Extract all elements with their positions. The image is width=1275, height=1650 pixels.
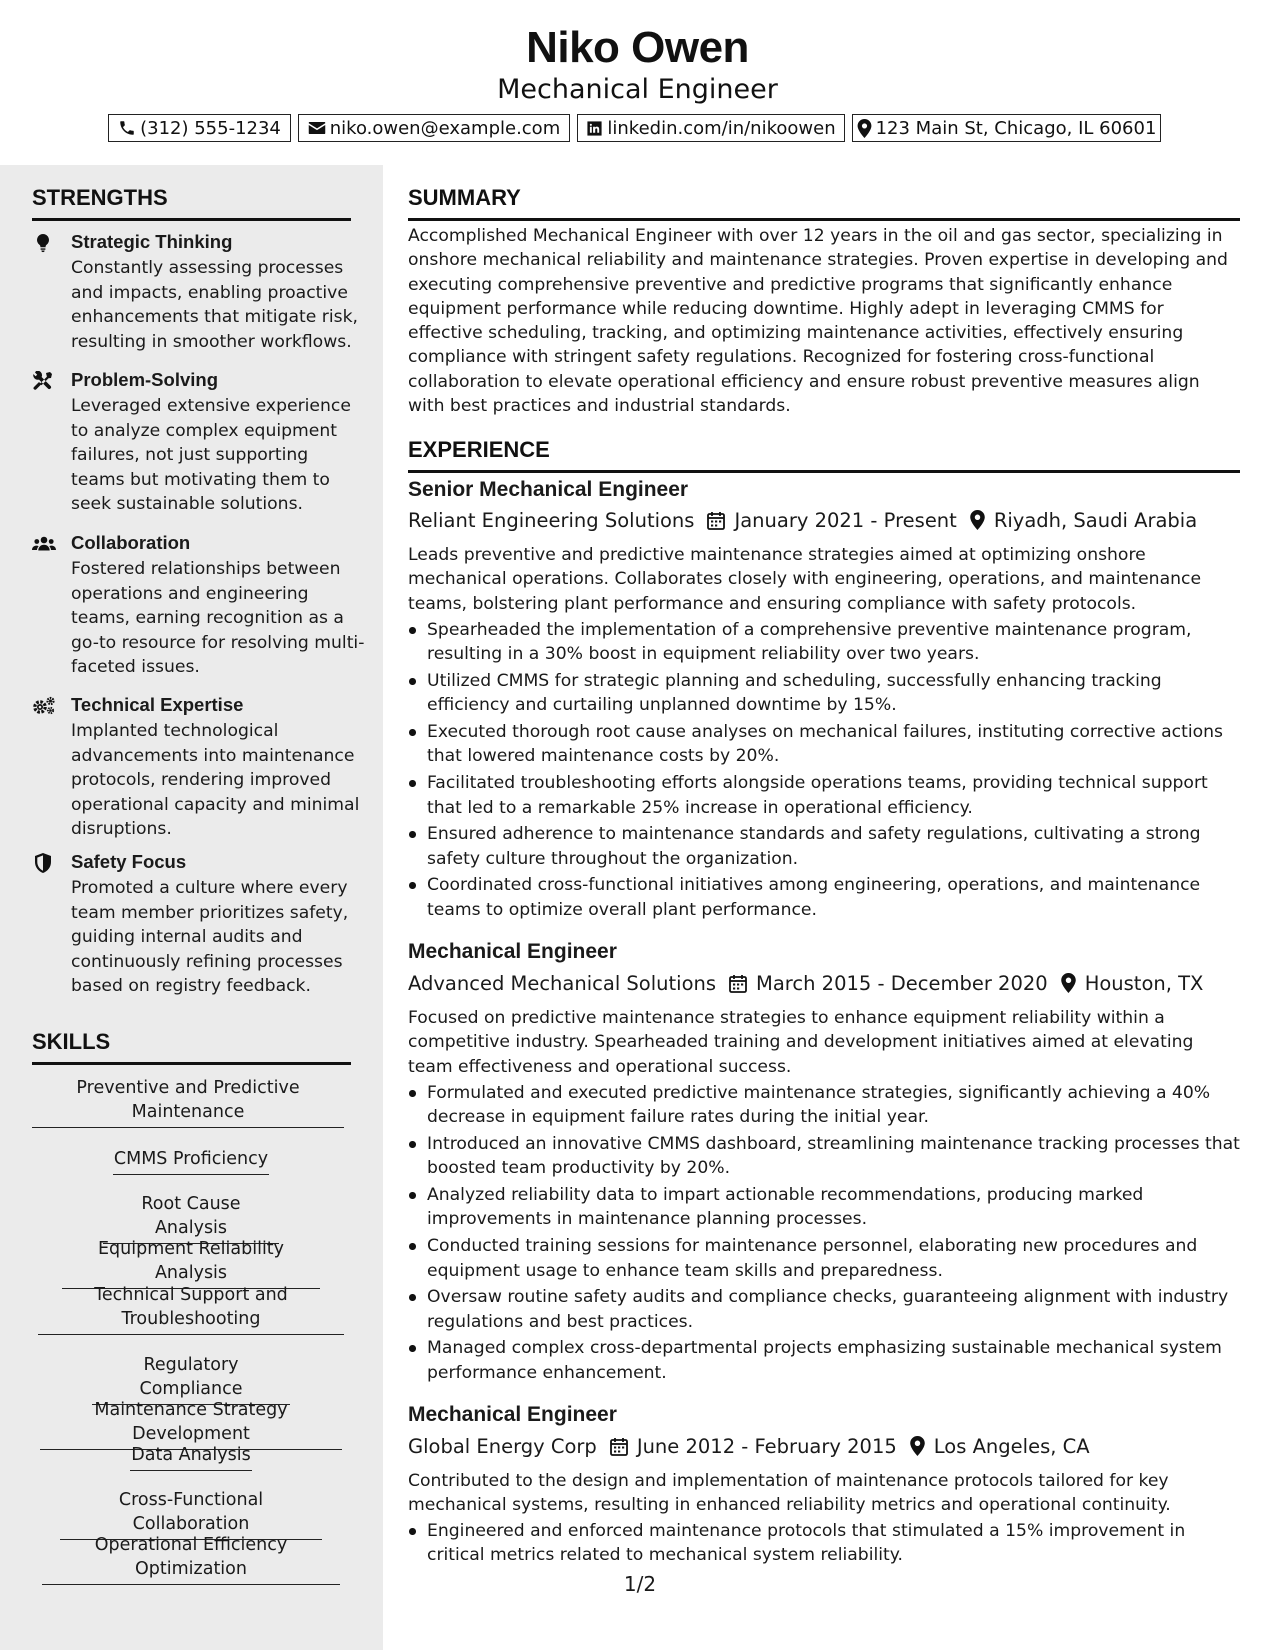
job-bullet: Engineered and enforced maintenance protocols that stimulated a 15% improvement in critical metrics related to mechanical system reliability. bbox=[408, 1519, 1240, 1568]
shield-icon bbox=[32, 853, 54, 873]
location-pin-icon bbox=[970, 510, 985, 530]
job-company: Advanced Mechanical Solutions bbox=[408, 971, 717, 995]
skill-item: Data Analysis bbox=[130, 1443, 252, 1471]
job-bullet: Analyzed reliability data to impart actionable recommendations, producing marked improvements in maintenance planning processes. bbox=[408, 1183, 1240, 1232]
skills-title: SKILLS bbox=[32, 1029, 111, 1054]
strengths-title: STRENGTHS bbox=[32, 185, 168, 210]
strength-description: Fostered relationships between operations and engineering teams, earning recognition as a go-to resource for resolving multi-faceted issues. bbox=[71, 559, 365, 677]
job-bullet: Ensured adherence to maintenance standards and safety regulations, cultivating a strong safety culture throughout the organization. bbox=[408, 822, 1240, 871]
job-bullet: Managed complex cross-departmental projects emphasizing sustainable mechanical system performance enhancement. bbox=[408, 1336, 1240, 1385]
strength-title: Collaboration bbox=[71, 532, 191, 553]
users-icon bbox=[32, 534, 56, 554]
summary-text: Accomplished Mechanical Engineer with over 12 years in the oil and gas sector, specializing in onshore mechanical reliability and maintenance strategies. Proven expertise in developing and executing comprehensive preventive and predictive programs that significantly enhance equipment performance while reducing downtime. Highly adept in leveraging CMMS for effective scheduling, tracking, and optimizing maintenance activities, effectively ensuring compliance with stringent safety regulations. Recognized for fostering cross-functional collaboration to elevate operational efficiency and ensure robust preventive measures align with best practices and industrial standards. bbox=[408, 226, 1228, 417]
skill-item: Preventive and Predictive Maintenance bbox=[32, 1076, 344, 1128]
job-description: Contributed to the design and implementation of maintenance protocols tailored for key mechanical systems, resulting in enhanced reliability metrics and operational continuity. bbox=[408, 1471, 1171, 1516]
job-company: Reliant Engineering Solutions bbox=[408, 508, 695, 532]
candidate-role: Mechanical Engineer bbox=[497, 74, 778, 105]
location-pin-icon bbox=[910, 1436, 925, 1456]
experience-heading bbox=[408, 437, 1240, 473]
strength-item bbox=[32, 531, 365, 677]
job-bullets bbox=[408, 1081, 1240, 1388]
strengths-heading bbox=[32, 185, 351, 221]
strength-item bbox=[32, 850, 362, 996]
skills-heading bbox=[32, 1029, 351, 1065]
linkedin-icon bbox=[586, 120, 603, 137]
job-meta bbox=[408, 969, 1203, 997]
location-pin-icon bbox=[857, 119, 872, 138]
calendar-icon bbox=[707, 511, 725, 530]
job-dates: January 2021 - Present bbox=[734, 508, 957, 532]
job-title: Mechanical Engineer bbox=[408, 1403, 617, 1426]
job-description: Focused on predictive maintenance strategies to enhance equipment reliability within a competitive industry. Spearheaded training and development initiatives aimed at elevating team effectiveness and operational success. bbox=[408, 1008, 1194, 1077]
skill-item: Equipment Reliability Analysis bbox=[62, 1237, 320, 1289]
page-number: 1/2 bbox=[623, 1572, 657, 1596]
strengths-rule bbox=[32, 218, 351, 221]
strength-item bbox=[32, 368, 362, 514]
skill-item: Root Cause Analysis bbox=[103, 1192, 279, 1244]
skills-rule bbox=[32, 1062, 351, 1065]
strength-title: Problem-Solving bbox=[71, 369, 218, 390]
tools-icon bbox=[32, 371, 54, 391]
experience-rule bbox=[408, 470, 1240, 473]
job-location: Los Angeles, CA bbox=[933, 1434, 1090, 1458]
strength-item bbox=[32, 230, 362, 370]
skill-item: CMMS Proficiency bbox=[113, 1147, 269, 1175]
contact-bar bbox=[0, 114, 1275, 144]
job-dates: June 2012 - February 2015 bbox=[636, 1434, 897, 1458]
skill-item: Cross-Functional Collaboration bbox=[60, 1488, 322, 1540]
skill-item: Technical Support and Troubleshooting bbox=[38, 1283, 344, 1335]
job-dates: March 2015 - December 2020 bbox=[756, 971, 1048, 995]
resume-header bbox=[0, 0, 1275, 165]
contact-phone[interactable] bbox=[108, 114, 291, 142]
job-bullet: Coordinated cross-functional initiatives among engineering, operations, and maintenance teams to optimize overall plant performance. bbox=[408, 873, 1240, 922]
job-meta bbox=[408, 506, 1197, 534]
contact-linkedin[interactable] bbox=[577, 114, 845, 142]
calendar-icon bbox=[729, 974, 747, 993]
strength-title: Technical Expertise bbox=[71, 694, 244, 715]
summary-title: SUMMARY bbox=[408, 185, 521, 210]
job-meta bbox=[408, 1432, 1090, 1460]
strength-description: Promoted a culture where every team member prioritizes safety, guiding internal audits and continuously refining processes based on registry feedback. bbox=[71, 878, 349, 996]
job-bullet: Spearheaded the implementation of a comprehensive preventive maintenance program, resulting in a 30% boost in equipment reliability over two years. bbox=[408, 618, 1240, 667]
calendar-icon bbox=[610, 1437, 628, 1456]
job-title: Senior Mechanical Engineer bbox=[408, 478, 689, 501]
job-location: Riyadh, Saudi Arabia bbox=[993, 508, 1198, 532]
job-bullet: Executed thorough root cause analyses on mechanical failures, instituting corrective actions that lowered maintenance costs by 20%. bbox=[408, 720, 1240, 769]
strength-title: Safety Focus bbox=[71, 851, 187, 872]
summary-heading bbox=[408, 185, 1240, 221]
job-description: Leads preventive and predictive maintenance strategies aimed at optimizing onshore mechanical operations. Collaborates closely with engineering, operations, and maintenance teams, bolstering plant performance and ensuring compliance with safety protocols. bbox=[408, 545, 1202, 614]
envelope-icon bbox=[308, 120, 326, 136]
strength-item bbox=[32, 693, 362, 839]
strength-description: Constantly assessing processes and impacts, enabling proactive enhancements that mitigate risk, resulting in smoother workflows. bbox=[71, 258, 359, 352]
candidate-name: Niko Owen bbox=[526, 23, 749, 72]
location-pin-icon bbox=[1061, 973, 1076, 993]
sidebar bbox=[0, 165, 383, 1650]
experience-title: EXPERIENCE bbox=[408, 437, 550, 462]
job-bullets bbox=[408, 1519, 1240, 1570]
job-location: Houston, TX bbox=[1084, 971, 1204, 995]
skill-item: Regulatory Compliance bbox=[92, 1353, 290, 1405]
contact-phone-text: (312) 555-1234 bbox=[140, 117, 281, 139]
contact-address-text: 123 Main St, Chicago, IL 60601 bbox=[875, 117, 1157, 139]
job-company: Global Energy Corp bbox=[408, 1434, 597, 1458]
skill-item: Operational Efficiency Optimization bbox=[42, 1533, 340, 1585]
job-bullet: Conducted training sessions for maintenance personnel, elaborating new procedures and equipment usage to enhance team skills and preparedness. bbox=[408, 1234, 1240, 1283]
job-bullet: Introduced an innovative CMMS dashboard, streamlining maintenance tracking processes that boosted team productivity by 20%. bbox=[408, 1132, 1240, 1181]
strength-title: Strategic Thinking bbox=[71, 231, 233, 252]
summary-rule bbox=[408, 218, 1240, 221]
lightbulb-icon bbox=[32, 233, 54, 253]
contact-address[interactable] bbox=[852, 114, 1161, 142]
gears-icon bbox=[32, 696, 56, 716]
contact-linkedin-text: linkedin.com/in/nikoowen bbox=[607, 117, 836, 139]
strength-description: Leveraged extensive experience to analyze complex equipment failures, not just supporting teams but motivating them to seek sustainable solutions. bbox=[71, 396, 351, 514]
phone-icon bbox=[118, 119, 136, 137]
contact-email-text: niko.owen@example.com bbox=[329, 117, 561, 139]
job-bullet: Formulated and executed predictive maintenance strategies, significantly achieving a 40% decrease in equipment failure rates during the initial year. bbox=[408, 1081, 1240, 1130]
job-bullet: Facilitated troubleshooting efforts alongside operations teams, providing technical support that led to a remarkable 25% increase in operational efficiency. bbox=[408, 771, 1240, 820]
contact-email[interactable] bbox=[298, 114, 570, 142]
skill-item: Maintenance Strategy Development bbox=[40, 1398, 342, 1450]
strength-description: Implanted technological advancements into maintenance protocols, rendering improved operational capacity and minimal disruptions. bbox=[71, 721, 360, 839]
job-bullets bbox=[408, 618, 1240, 925]
job-bullet: Utilized CMMS for strategic planning and scheduling, successfully enhancing tracking efficiency and curtailing unplanned downtime by 15%. bbox=[408, 669, 1240, 718]
job-bullet: Oversaw routine safety audits and compliance checks, guaranteeing alignment with industry regulations and best practices. bbox=[408, 1285, 1240, 1334]
job-title: Mechanical Engineer bbox=[408, 940, 617, 963]
